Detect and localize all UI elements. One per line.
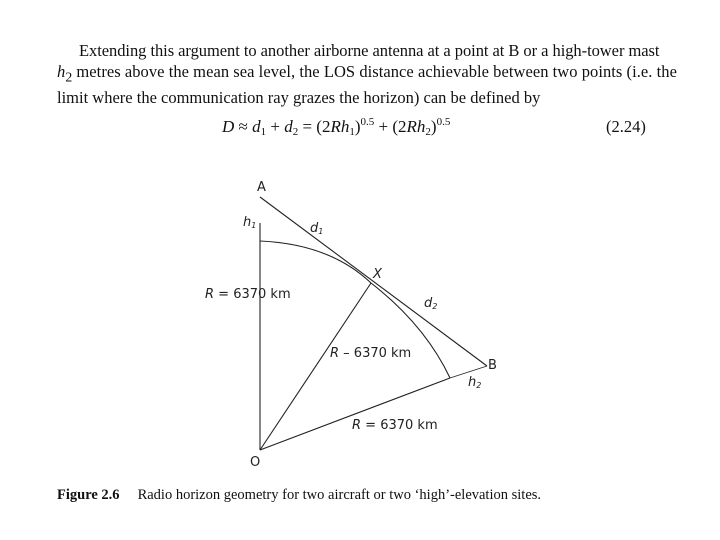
h2-label: h2 bbox=[468, 375, 482, 390]
figure-caption bbox=[57, 487, 541, 504]
point-A-label: A bbox=[257, 180, 266, 195]
eq-d2-sub: 2 bbox=[292, 126, 299, 138]
eq-h2-sub: 2 bbox=[425, 126, 431, 138]
eq-h2: h bbox=[416, 117, 426, 136]
eq-approx: ≈ bbox=[234, 117, 253, 136]
paragraph-line-2-text: metres above the mean sea level, the LOS distance achievable between two points (i.e. the bbox=[72, 62, 677, 81]
radius-mid-label: R – 6370 km bbox=[330, 346, 412, 361]
eq-close-2: ) bbox=[430, 117, 437, 136]
eq-exp-1: 0.5 bbox=[360, 116, 375, 128]
eq-close-1: ) bbox=[354, 117, 361, 136]
h1-label: h1 bbox=[243, 215, 257, 230]
point-B-label: B bbox=[488, 358, 497, 373]
eq-equals-open: = (2 bbox=[298, 117, 331, 136]
eq-plus-open: + (2 bbox=[374, 117, 407, 136]
eq-d1: d bbox=[252, 117, 261, 136]
paragraph-line-3: limit where the communication ray grazes the horizon) can be defined by bbox=[57, 88, 541, 108]
paragraph-line-1: Extending this argument to another airborne antenna at a point at B or a high-tower mast bbox=[79, 41, 660, 60]
point-O-label: O bbox=[250, 455, 261, 470]
h2-variable: h bbox=[57, 62, 66, 81]
eq-R1: R bbox=[330, 117, 341, 136]
equation-number: (2.24) bbox=[606, 117, 646, 136]
radius-line-bottom bbox=[260, 378, 450, 450]
eq-d2: d bbox=[284, 117, 293, 136]
eq-h1: h bbox=[340, 117, 350, 136]
eq-d1-sub: 1 bbox=[260, 126, 267, 138]
d2-label: d2 bbox=[424, 296, 438, 311]
eq-exp-2: 0.5 bbox=[436, 116, 451, 128]
eq-D: D bbox=[222, 117, 235, 136]
eq-R2: R bbox=[406, 117, 417, 136]
point-X-label: X bbox=[373, 267, 382, 282]
eq-plus: + bbox=[266, 117, 285, 136]
h2-subscript: 2 bbox=[65, 69, 73, 85]
eq-h1-sub: 1 bbox=[349, 126, 355, 138]
radius-left-label: R = 6370 km bbox=[205, 287, 291, 302]
radius-bottom-label: R = 6370 km bbox=[352, 418, 438, 433]
figure-caption-text: Radio horizon geometry for two aircraft or two ‘high’-elevation sites. bbox=[137, 487, 542, 503]
d1-label: d1 bbox=[310, 221, 324, 236]
figure-caption-label: Figure 2.6 bbox=[57, 487, 120, 503]
